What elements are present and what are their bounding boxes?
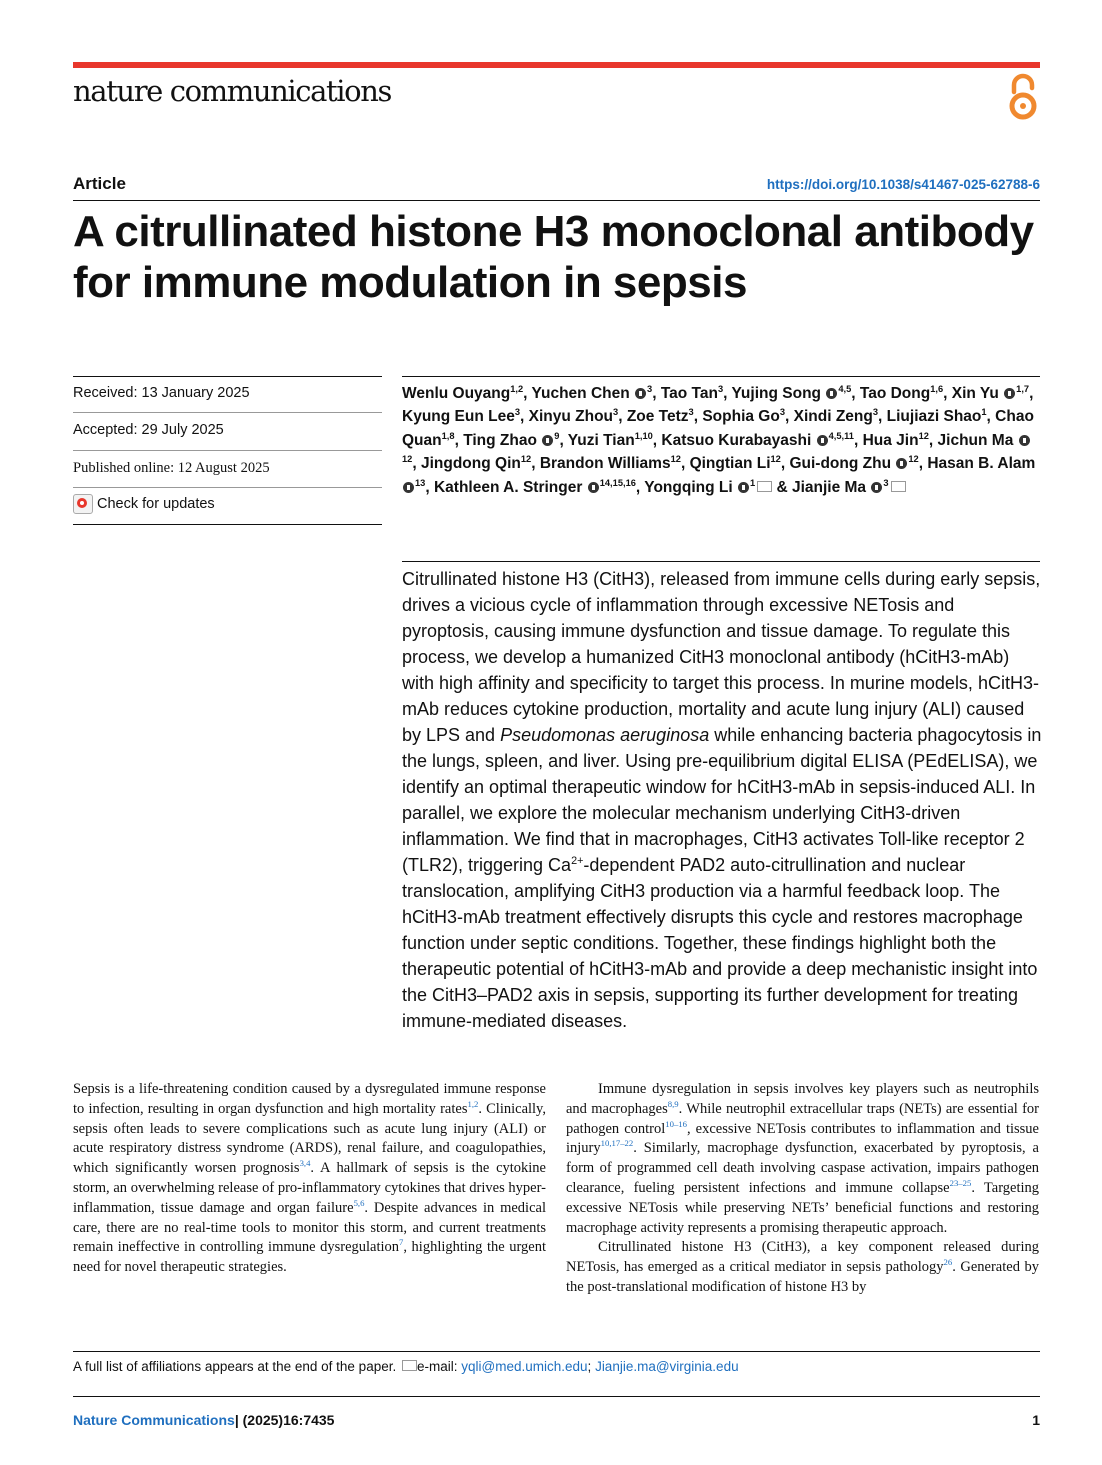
affiliations-note <box>73 1359 739 1374</box>
body-text: . A hallmark of sepsis is the cytokine storm, an overwhelming release of pro-inflammatory cytokines that drives hyper-inflammation, tissue damage and organ failure <box>73 1160 546 1216</box>
authors-rule <box>402 376 1040 377</box>
author-name: Tao Dong <box>859 385 931 402</box>
body-text: , highlighting the urgent need for novel therapeutic strategies. <box>73 1239 546 1276</box>
author <box>789 455 918 472</box>
author-affiliation: 1 <box>981 407 987 418</box>
journal-name: nature communications <box>73 74 391 108</box>
author-name: Jingdong Qin <box>420 455 521 473</box>
author <box>421 455 531 472</box>
author-name: Yuzi Tian <box>567 431 635 449</box>
open-access-icon <box>1004 72 1042 122</box>
author-name: Gui-dong Zhu <box>789 455 892 473</box>
meta-rule <box>73 450 382 451</box>
meta-rule <box>73 376 382 377</box>
orcid-icon <box>871 482 882 493</box>
body-text: . Similarly, macrophage dysfunction, exacerbated by pyroptosis, a form of programmed cell death involving caspase activation, impairs pathogen clearance, fueling persistent infections and immune collapse <box>566 1140 1039 1196</box>
body-text: Immune dysregulation in sepsis involves key players such as neutrophils and macrophages <box>566 1081 1039 1117</box>
body-text: . Clinically, sepsis often leads to severe complications such as acute lung injury (ALI) or acute respiratory distress syndrome (ARDS), renal failure, and coagulopathies, which significantly worsen prognosis <box>73 1100 546 1177</box>
author-affiliation: 12 <box>670 454 681 465</box>
author <box>887 408 987 425</box>
received-date: Received: 13 January 2025 <box>73 385 250 401</box>
author-name: Brandon Williams <box>539 455 671 473</box>
published-date: Published online: 12 August 2025 <box>73 460 270 476</box>
accepted-date: Accepted: 29 July 2025 <box>73 422 224 438</box>
citation-ref: 26 <box>943 1257 953 1268</box>
email-link[interactable]: Jianjie.ma@virginia.edu <box>595 1359 739 1374</box>
author <box>952 385 1029 402</box>
author-name: Chao Quan <box>402 408 1034 449</box>
author <box>402 385 523 402</box>
abstract-rule <box>402 561 1040 562</box>
author-name: Xin Yu <box>951 385 999 402</box>
body-text: . While neutrophil extracellular traps (NETs) are essential for pathogen control <box>566 1100 1039 1137</box>
body-column-right <box>566 1080 1039 1298</box>
footer-rule <box>73 1351 1040 1352</box>
body-paragraph <box>566 1238 1039 1297</box>
author-name: Tao Tan <box>660 385 718 402</box>
author-name: Yuchen Chen <box>531 385 630 402</box>
author-name: Yongqing Li <box>644 478 733 496</box>
check-updates-icon <box>73 494 93 514</box>
author: & Jianjie Ma $^3$ <box>776 479 905 496</box>
author-name: Katsuo Kurabayashi <box>661 431 812 449</box>
article-title: A citrullinated histone H3 monoclonal antibody for immune modulation in sepsis <box>73 207 1034 307</box>
citation-ref: 8,9 <box>667 1098 679 1109</box>
author-name: Qingtian Li <box>689 455 771 473</box>
footer-citation <box>73 1412 334 1428</box>
body-paragraph <box>566 1080 1039 1238</box>
footer-rule <box>73 1396 1040 1397</box>
citation-ref: 23–25 <box>949 1178 972 1189</box>
author-affiliation: 3 <box>717 383 724 394</box>
email-link[interactable]: yqli@med.umich.edu <box>461 1359 588 1374</box>
orcid-icon <box>635 388 646 399</box>
orcid-icon <box>817 435 828 446</box>
journal-accent-bar <box>73 62 1040 68</box>
author <box>434 479 636 496</box>
mail-icon <box>891 481 906 492</box>
author-affiliation: 3 <box>779 407 785 418</box>
author <box>731 385 851 402</box>
orcid-icon <box>738 482 749 493</box>
author-name: Jianjie Ma <box>791 478 867 496</box>
author <box>402 408 520 425</box>
mail-icon <box>757 481 772 492</box>
orcid-icon <box>588 482 599 493</box>
abstract-text: while enhancing bacteria phagocytosis in the lungs, spleen, and liver. Using pre-equilibrium digital ELISA (PEdELISA), we identify an optimal therapeutic window for hCitH3-mAb in sepsis-induced ALI. In parallel, we explore the molecular mechanism underlying CitH3-driven inflammation. We find that in macrophages, CitH3 activates Toll-like receptor 2 (TLR2), triggering Ca <box>402 725 1042 875</box>
author-name: Zoe Tetz <box>626 408 689 426</box>
orcid-icon <box>403 482 414 493</box>
author <box>794 408 878 425</box>
author <box>702 408 785 425</box>
page-number: 1 <box>1032 1412 1040 1428</box>
affiliations-text: A full list of affiliations appears at the end of the paper. <box>73 1359 397 1374</box>
author-affiliation: 12 <box>908 454 919 465</box>
author-affiliation: 1,8 <box>441 430 455 441</box>
title-rule <box>73 200 1040 201</box>
article-type: Article <box>73 174 126 193</box>
author-name: Hua Jin <box>862 431 919 449</box>
citation-ref: 7 <box>399 1237 404 1248</box>
meta-rule <box>73 412 382 413</box>
author-affiliation: 4,5,11 <box>828 430 854 441</box>
author <box>644 479 772 496</box>
body-text: . Despite advances in medical care, there are no real-time tools to monitor this storm, and current treatments remain ineffective in controlling immune dysregulation <box>73 1199 546 1256</box>
body-text: , excessive NETosis contributes to inflammation and tissue injury <box>566 1120 1039 1157</box>
check-for-updates-button[interactable] <box>73 494 215 514</box>
abstract-text: -dependent PAD2 auto-citrullination and nuclear translocation, amplifying CitH3 production via a harmful feedback loop. The hCitH3-mAb treatment effectively disrupts this cycle and restores macrophage function under septic conditions. Together, these findings highlight both the therapeutic potential of hCitH3-mAb and provide a deep mechanistic insight into the CitH3–PAD2 axis in sepsis, supporting its further development for treating immune-mediated diseases. <box>402 855 1038 1031</box>
footer-volume: | (2025)16:7435 <box>234 1412 335 1428</box>
body-text: Sepsis is a life-threatening condition caused by a dysregulated immune response to infection, resulting in organ dysfunction and high mortality rates <box>73 1081 546 1117</box>
author <box>463 432 559 449</box>
email-separator: ; <box>587 1359 592 1374</box>
footer-journal-link[interactable]: Nature Communications <box>73 1412 235 1428</box>
author-affiliation: 12 <box>770 454 781 465</box>
author-affiliation: 3 <box>688 407 694 418</box>
author-affiliation: 14,15,16 <box>599 477 636 488</box>
author-affiliation: 1,2 <box>510 383 524 394</box>
citation-ref: 1,2 <box>467 1098 479 1109</box>
author-affiliation: 1,7 <box>1016 383 1030 394</box>
author-affiliation: 3 <box>872 407 879 418</box>
author <box>532 385 653 402</box>
author <box>568 432 653 449</box>
meta-rule <box>73 524 382 525</box>
author-affiliation: 4,5 <box>838 383 852 394</box>
author-affiliation: 1,10 <box>634 430 653 441</box>
body-text: Citrullinated histone H3 (CitH3), a key component released during NETosis, has emerged as a critical mediator in sepsis pathology <box>566 1239 1039 1276</box>
author <box>529 408 619 425</box>
body-text: . Targeting excessive NETosis while preserving NETs’ beneficial functions and restoring macrophage activity represents a promising therapeutic approach. <box>566 1179 1040 1236</box>
author-name: Hasan B. Alam <box>927 455 1036 473</box>
citation-ref: 10–16 <box>665 1118 687 1129</box>
orcid-icon <box>826 388 837 399</box>
author-name: Yujing Song <box>731 385 822 402</box>
author-name: Xinyu Zhou <box>528 408 614 426</box>
abstract-italic: Pseudomonas aeruginosa <box>500 725 710 745</box>
abstract-sup: 2+ <box>571 855 584 867</box>
author <box>540 455 681 472</box>
abstract <box>402 566 1042 1034</box>
author-name: Kyung Eun Lee <box>402 408 515 426</box>
citation-ref: 5,6 <box>353 1197 365 1208</box>
orcid-icon <box>1019 435 1030 446</box>
author-name: Sophia Go <box>702 408 780 426</box>
author-affiliation: 3 <box>647 383 653 394</box>
author-name: Ting Zhao <box>463 431 537 449</box>
doi-link[interactable]: https://doi.org/10.1038/s41467-025-62788-6 <box>766 177 1040 192</box>
citation-ref: 3,4 <box>299 1158 311 1169</box>
author-name: Liujiazi Shao <box>886 408 982 426</box>
author <box>627 408 694 425</box>
author <box>661 385 723 402</box>
orcid-icon <box>1004 388 1015 399</box>
meta-rule <box>73 487 382 488</box>
author-affiliation: 1 <box>749 477 756 488</box>
author-name: Kathleen A. Stringer <box>433 478 583 496</box>
author-name: Jichun Ma <box>937 431 1014 449</box>
author <box>860 385 943 402</box>
author-list: Wenlu Ouyang$^{1,2}$, Yuchen Chen $^3$, Tao Tan$^3$, Yujing Song $^{4,5}$, Tao Dong$^{1,6}$, Xin Yu $^{1,7}$, Kyung Eun Lee$^3$, Xinyu Zhou$^3$, Zoe Tetz$^3$, Sophia Go$^3$, Xindi Zeng$^3$, Liujiazi Shao$^1$, Chao Quan$^{1,8}$, Ting Zhao $^9$, Yuzi Tian$^{1,10}$, Katsuo Kurabayashi $^{4,5,11}$, Hua Jin$^{12}$, Jichun Ma $^{12}$, Jingdong Qin$^{12}$, Brandon Williams$^{12}$, Qingtian Li$^{12}$, Gui-dong Zhu $^{12}$, Hasan B. Alam $^{13}$, Kathleen A. Stringer $^{14,15,16}$, Yongqing Li $^1$ & Jianjie Ma $^3$ <box>402 383 1036 496</box>
check-updates-label: Check for updates <box>97 496 215 512</box>
author-affiliation: 12 <box>520 454 532 465</box>
author-affiliation: 1,6 <box>930 383 944 394</box>
author-affiliation: 12 <box>402 454 413 465</box>
abstract-text: Citrullinated histone H3 (CitH3), released from immune cells during early sepsis, drives a vicious cycle of inflammation through excessive NETosis and pyroptosis, causing immune dysfunction and tissue damage. To regulate this process, we develop a humanized CitH3 monoclonal antibody (hCitH3-mAb) with high affinity and specificity to target this process. In murine models, hCitH3-mAb reduces cytokine production, mortality and acute lung injury (ALI) caused by LPS and <box>402 569 1041 745</box>
author <box>690 455 781 472</box>
email-label: e-mail: <box>416 1359 458 1374</box>
author-name: Wenlu Ouyang <box>402 385 511 402</box>
citation-ref: 10,17–22 <box>600 1138 634 1149</box>
body-column-left <box>73 1080 546 1278</box>
author-affiliation: 3 <box>514 407 520 418</box>
orcid-icon <box>542 435 553 446</box>
author-affiliation: 3 <box>613 407 619 418</box>
body-text: . Generated by the post-translational modification of histone H3 by <box>566 1259 1039 1295</box>
author-name: Xindi Zeng <box>793 408 873 426</box>
author <box>661 432 854 449</box>
author-affiliation: 9 <box>554 430 560 441</box>
author-affiliation: 12 <box>918 430 929 441</box>
mail-icon <box>402 1360 417 1371</box>
author <box>863 432 929 449</box>
author-affiliation: 13 <box>415 477 426 488</box>
author-affiliation: 3 <box>883 477 889 488</box>
orcid-icon <box>896 458 907 469</box>
